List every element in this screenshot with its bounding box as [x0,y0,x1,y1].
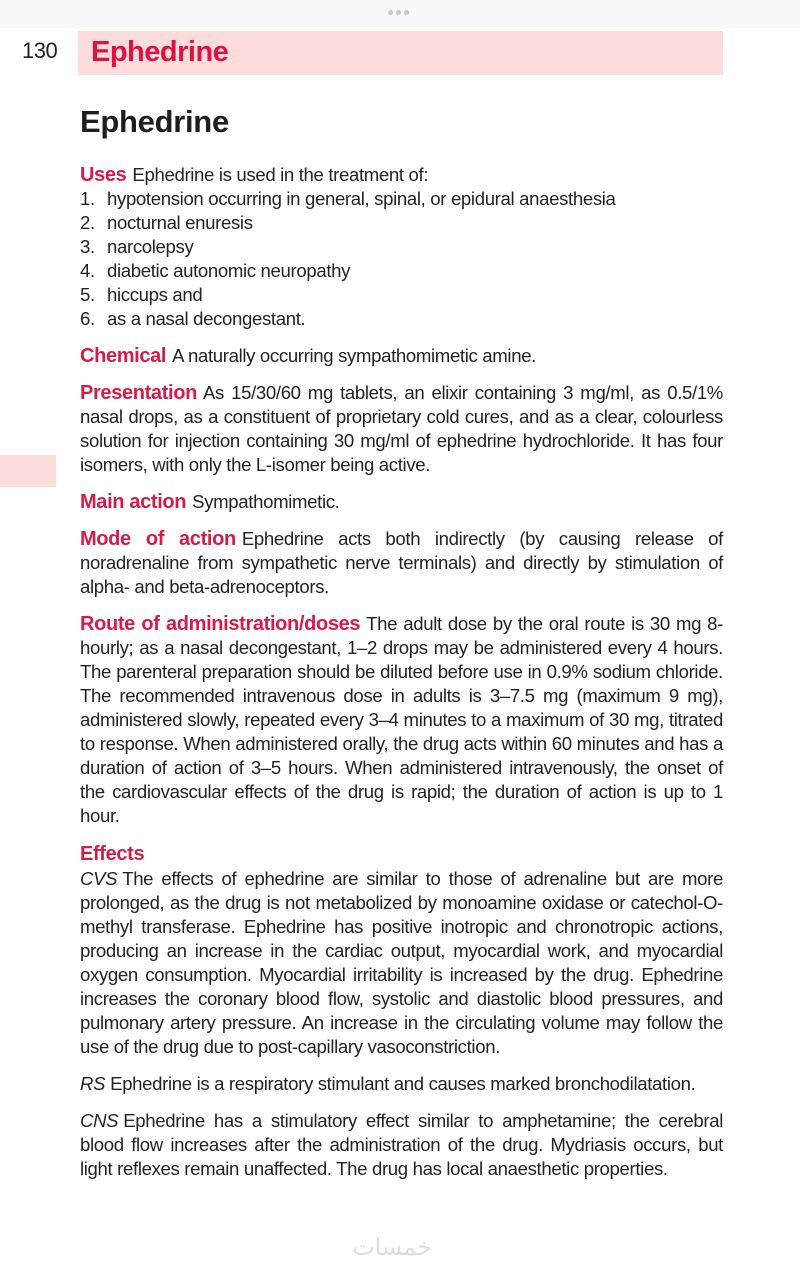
list-number: 4. [80,260,95,281]
system-label-cns: CNS [80,1110,119,1131]
section-mode-of-action [80,527,723,599]
mode-of-action-text: Ephedrine acts both indirectly (by causing release of noradrenaline from sympathetic nerve terminals) and directly by stimulation of alpha- and beta-adrenoceptors. [80,528,723,597]
reader-top-bar [0,0,800,28]
presentation-text: As 15/30/60 mg tablets, an elixir containing 3 mg/ml, as 0.5/1% nasal drops, as a constituent of proprietary cold cures, and as a clear, colourless solution for injection containing 30 mg/ml of ephedrine hydrochloride. It has four isomers, with only the L-isomer being active. [80,382,723,475]
list-text: as a nasal decongestant. [107,308,306,329]
effects-cvs [80,867,723,1059]
section-uses [80,163,723,331]
list-number: 6. [80,308,95,329]
section-route [80,612,723,828]
uses-list [80,187,723,331]
list-number: 1. [80,188,95,209]
list-text: hypotension occurring in general, spinal, or epidural anaesthesia [107,188,616,209]
list-text: hiccups and [107,284,203,305]
cvs-text: The effects of ephedrine are similar to those of adrenaline but are more prolonged, as the drug is not metabolized by monoamine oxidase or catechol-O-methyl transferase. Ephedrine has positive inotropic and chronotropic actions, producing an increase in the cardiac output, myocardial work, and myocardial oxygen consumption. Myocardial irritability is increased by the drug. Ephedrine increases the coronary blood flow, systolic and diastolic blood pressures, and pulmonary artery pressure. An increase in the circulating volume may follow the use of the drug due to post-capillary vasoconstriction. [80,868,723,1057]
dot [404,10,409,15]
watermark: خمسات [352,1233,433,1261]
chapter-thumb-tab [0,455,56,487]
dot [396,10,401,15]
section-label-presentation: Presentation [80,382,197,404]
list-number: 3. [80,236,95,257]
list-item [80,187,723,211]
main-action-text: Sympathomimetic. [192,491,340,512]
list-item [80,235,723,259]
list-item [80,259,723,283]
system-label-rs: RS [80,1073,106,1094]
list-text: diabetic autonomic neuropathy [107,260,351,281]
list-text: narcolepsy [107,236,194,257]
list-number: 2. [80,212,95,233]
three-dots-icon[interactable] [388,10,409,15]
section-main-action [80,490,723,514]
uses-intro: Ephedrine is used in the treatment of: [132,164,429,185]
system-label-cvs: CVS [80,868,118,889]
section-presentation [80,381,723,477]
route-text: The adult dose by the oral route is 30 mg 8-hourly; as a nasal decongestant, 1–2 drops may be administered every 4 hours. The parenteral preparation should be diluted before use in 0.9% sodium chloride. The recommended intravenous dose in adults is 3–7.5 mg (maximum 9 mg), administered slowly, repeated every 3–4 minutes to a maximum of 30 mg, titrated to response. When administered orally, the drug acts within 60 minutes and has a duration of action of 3–5 hours. When administered intravenously, the onset of the cardiovascular effects of the drug is rapid; the duration of action is up to 1 hour. [80,613,723,826]
section-label-effects: Effects [80,843,145,865]
list-text: nocturnal enuresis [107,212,253,233]
section-label-route: Route of administration/doses [80,613,361,635]
effects-cns [80,1109,723,1181]
chemical-text: A naturally occurring sympathomimetic amine. [172,345,536,366]
list-item [80,283,723,307]
running-head [78,31,723,75]
list-item [80,307,723,331]
monograph-content [80,100,723,1194]
monograph-title: Ephedrine [80,104,229,139]
section-label-mode-of-action: Mode of action [80,528,236,550]
page-number: 130 [22,38,58,63]
section-label-main-action: Main action [80,491,187,513]
cns-text: Ephedrine has a stimulatory effect similar to amphetamine; the cerebral blood flow increases after the administration of the drug. Mydriasis occurs, but light reflexes remain unaffected. The drug has local anaesthetic properties. [80,1110,723,1179]
list-item [80,211,723,235]
section-label-chemical: Chemical [80,345,167,367]
section-chemical [80,344,723,368]
rs-text: Ephedrine is a respiratory stimulant and causes marked bronchodilatation. [110,1073,696,1094]
list-number: 5. [80,284,95,305]
running-head-title: Ephedrine [91,36,229,68]
dot [388,10,393,15]
section-label-uses: Uses [80,164,127,186]
effects-rs [80,1072,723,1096]
